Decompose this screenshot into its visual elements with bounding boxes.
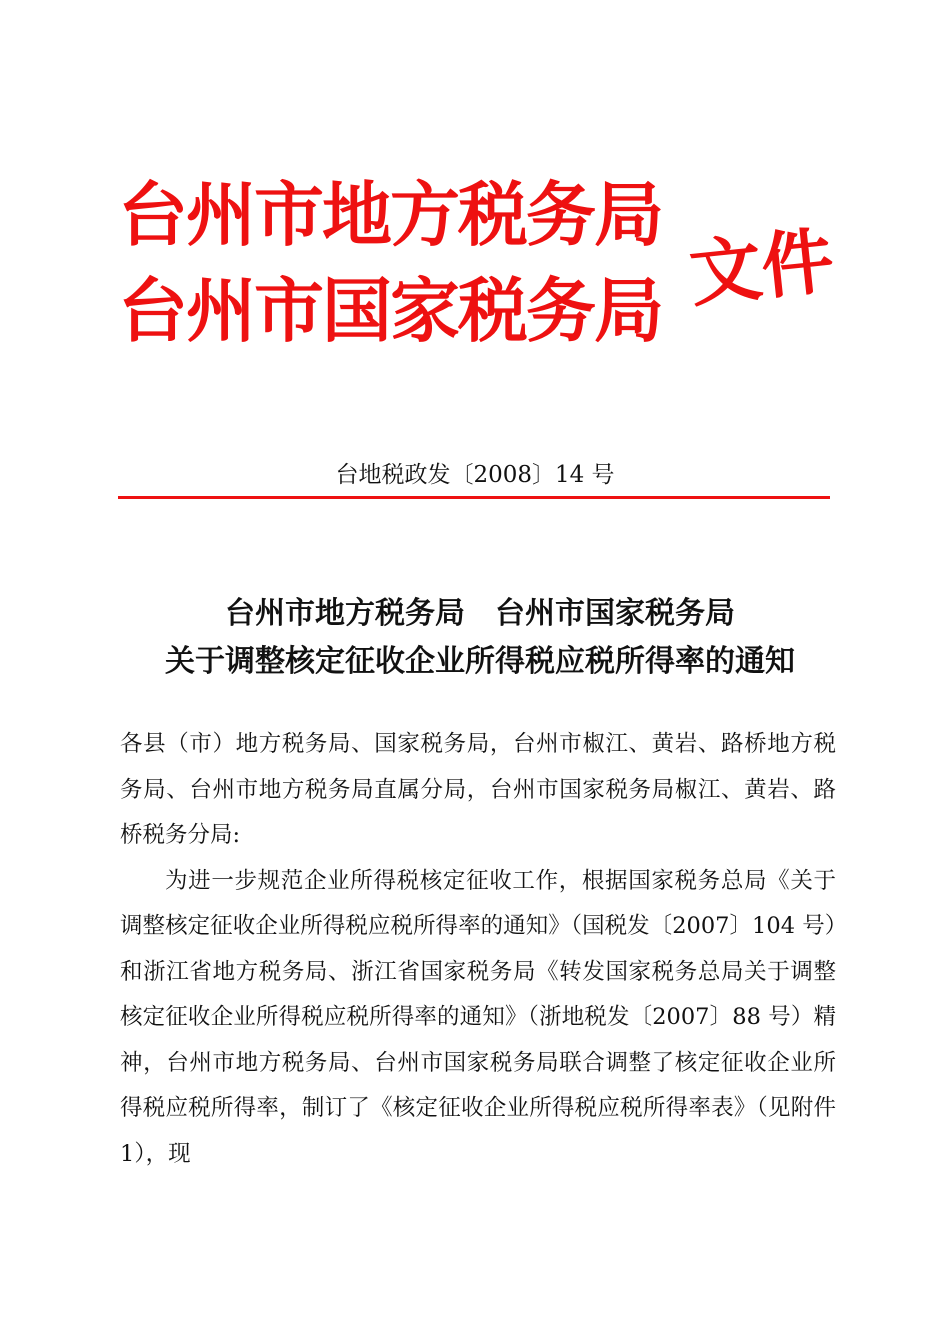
masthead-issuer-local-tax: 台州市地方税务局 bbox=[118, 173, 662, 256]
masthead-document-suffix: 文件 bbox=[685, 217, 838, 317]
addressee-paragraph: 各县（市）地方税务局、国家税务局，台州市椒江、黄岩、路桥地方税务局、台州市地方税务局直属分局，台州市国家税务局椒江、黄岩、路桥税务分局: bbox=[120, 731, 836, 848]
red-divider-line bbox=[118, 496, 830, 499]
notice-body bbox=[120, 722, 836, 1177]
notice-title-subject: 关于调整核定征收企业所得税应税所得率的通知 bbox=[165, 644, 795, 679]
notice-title-issuers: 台州市地方税务局 台州市国家税务局 bbox=[225, 596, 735, 631]
document-number: 台地税政发〔2008〕14 号 bbox=[335, 462, 615, 488]
body-paragraph-1: 为进一步规范企业所得税核定征收工作，根据国家税务总局《关于调整核定征收企业所得税应税所得率的通知》（国税发〔2007〕104 号）和浙江省地方税务局、浙江省国家税务局《转发国家税务总局关于调整核定征收企业所得税应税所得率的通知》（浙地税发〔2007〕88 号）精神，台州市地方税务局、台州市国家税务局联合调整了核定征收企业所得税应税所得率，制订了《核定征收企业所得税应税所得率表》（见附件 1），现 bbox=[120, 867, 836, 1167]
masthead-issuer-national-tax: 台州市国家税务局 bbox=[118, 269, 662, 352]
red-masthead bbox=[118, 172, 858, 372]
